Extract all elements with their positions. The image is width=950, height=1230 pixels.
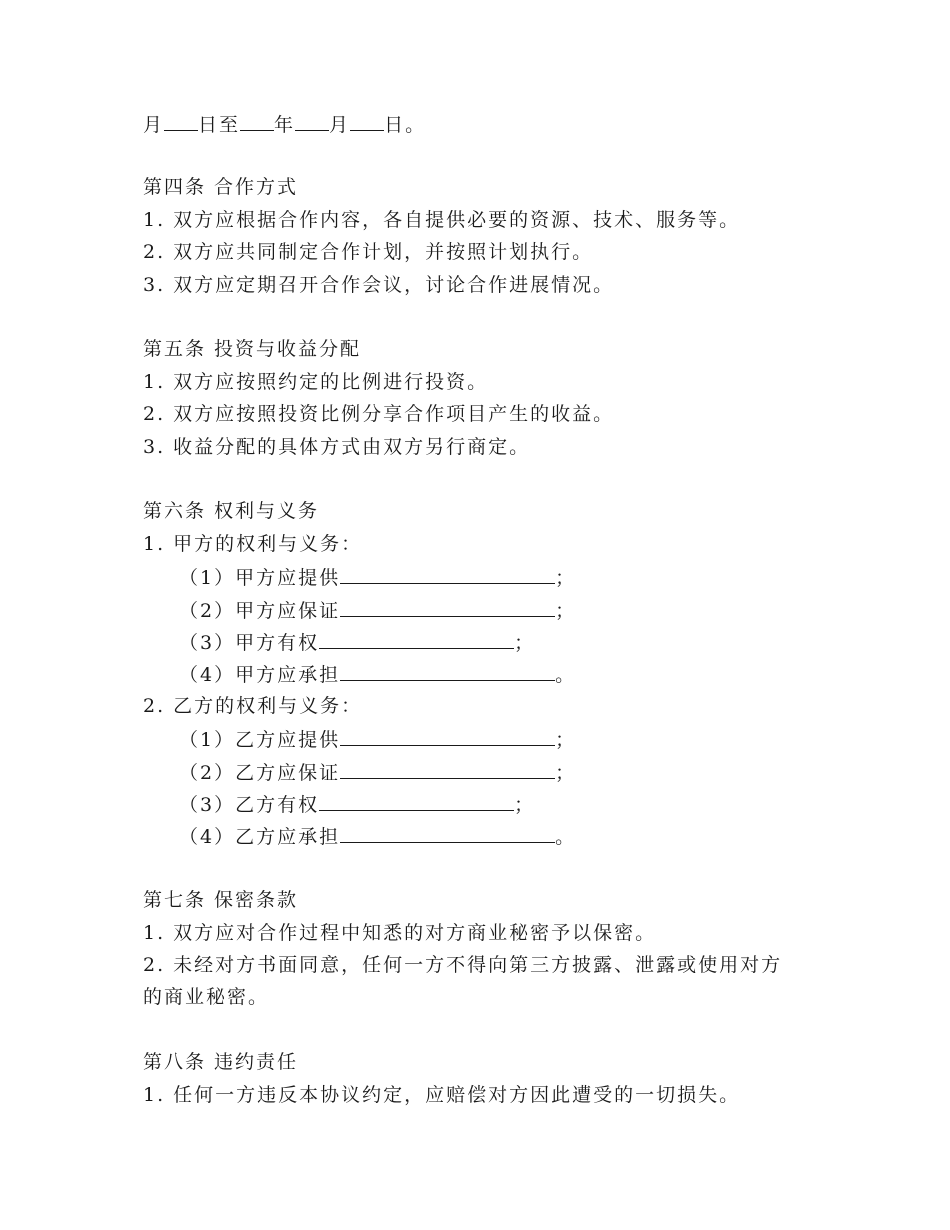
party-b-sub-2 [179,759,576,785]
sub-end: 。 [555,664,577,686]
blank-field [340,726,555,746]
party-a-sub-1 [179,564,576,590]
party-b-title: 2. 乙方的权利与义务： [143,695,363,717]
party-b-sub-1 [179,726,576,752]
sub-label: （1）乙方应提供 [179,729,341,751]
sub-label: （2）乙方应保证 [179,762,341,784]
party-a-sub-3 [179,629,535,655]
blank-field [240,111,274,131]
blank-field [319,629,514,649]
blank-field [350,111,384,131]
article-4-item-3: 3. 双方应定期召开合作会议，讨论合作进展情况。 [143,274,615,296]
blank-field [295,111,329,131]
blank-field [319,791,514,811]
article-7-item-2-line-1: 2. 未经对方书面同意，任何一方不得向第三方披露、泄露或使用对方 [143,954,783,976]
party-a-sub-4 [179,661,576,687]
article-7-item-1: 1. 双方应对合作过程中知悉的对方商业秘密予以保密。 [143,922,657,944]
article-4-item-2: 2. 双方应共同制定合作计划，并按照计划执行。 [143,241,594,263]
sub-end: ； [555,729,577,751]
article-5-item-1: 1. 双方应按照约定的比例进行投资。 [143,371,489,393]
party-b-sub-3 [179,791,535,817]
article-4-heading: 第四条 合作方式 [143,176,299,198]
blank-field [340,823,555,843]
sub-label: （3）甲方有权 [179,632,320,654]
sub-end: 。 [555,826,577,848]
party-b-sub-4 [179,823,576,849]
sub-end: ； [555,567,577,589]
sub-end: ； [514,794,536,816]
blank-field [340,597,555,617]
article-4-item-1: 1. 双方应根据合作内容，各自提供必要的资源、技术、服务等。 [143,209,741,231]
party-a-sub-2 [179,597,576,623]
article-5-heading: 第五条 投资与收益分配 [143,338,362,360]
article-7-heading: 第七条 保密条款 [143,889,299,911]
article-7-item-2-line-2: 的商业秘密。 [143,986,270,1008]
article-8-heading: 第八条 违约责任 [143,1051,299,1073]
blank-field [164,111,198,131]
sub-label: （3）乙方有权 [179,794,320,816]
sub-label: （2）甲方应保证 [179,600,341,622]
article-6-heading: 第六条 权利与义务 [143,500,320,522]
article-5-item-3: 3. 收益分配的具体方式由双方另行商定。 [143,436,531,458]
sub-end: ； [514,632,536,654]
party-a-title: 1. 甲方的权利与义务： [143,533,363,555]
year-text: 年 [274,114,296,136]
day-end-text: 日。 [384,114,427,136]
term-end-line [143,111,426,137]
blank-field [340,661,555,681]
sub-label: （1）甲方应提供 [179,567,341,589]
article-8-item-1: 1. 任何一方违反本协议约定，应赔偿对方因此遭受的一切损失。 [143,1084,741,1106]
blank-field [340,564,555,584]
month-text: 月 [143,114,165,136]
sub-end: ； [555,762,577,784]
sub-label: （4）甲方应承担 [179,664,341,686]
blank-field [340,759,555,779]
sub-end: ； [555,600,577,622]
day-to-text: 日至 [198,114,241,136]
article-5-item-2: 2. 双方应按照投资比例分享合作项目产生的收益。 [143,403,615,425]
sub-label: （4）乙方应承担 [179,826,341,848]
month-text: 月 [329,114,351,136]
